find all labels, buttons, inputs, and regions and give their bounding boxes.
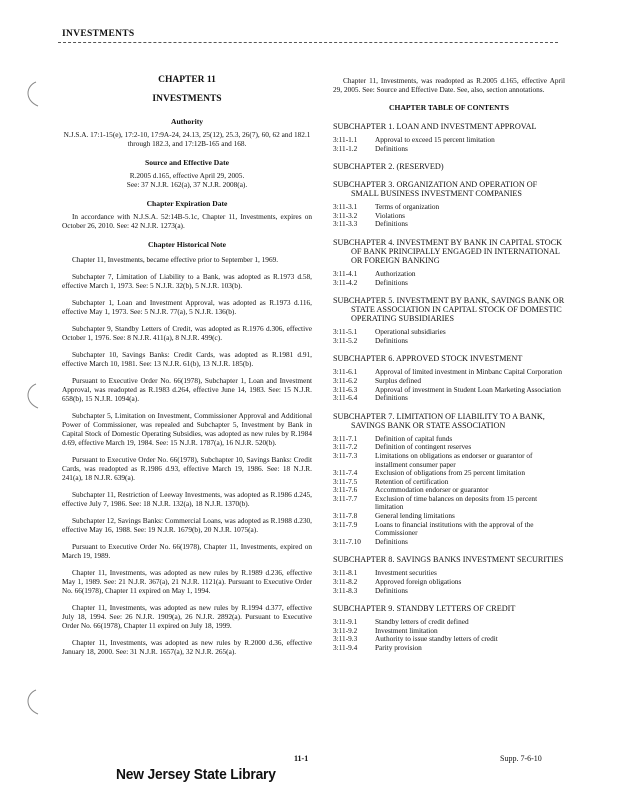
section-title: Approval of investment in Student Loan Marketing Association xyxy=(375,384,561,394)
running-head: INVESTMENTS xyxy=(62,29,135,39)
history-note: Chapter 11, Investments, was adopted as new rules by R.2000 d.36, effective January 18, 2000. See: 31 N.J.R. 1657(a), 32 N.J.R. 265(a). xyxy=(62,638,312,656)
subchapter-heading: SUBCHAPTER 9. STANDBY LETTERS OF CREDIT xyxy=(333,604,516,614)
history-note: Subchapter 1, Loan and Investment Approval, was adopted as R.1973 d.116, effective May 1, 1973. See: 5 N.J.R. 77(a), 5 N.J.R. 136(b). xyxy=(62,298,312,316)
section-title: Standby letters of credit defined xyxy=(375,617,469,627)
section-number: 3:11-1.2 xyxy=(333,143,358,153)
section-title: Definitions xyxy=(375,393,408,403)
section-title: Terms of organization xyxy=(375,202,440,212)
history-note: Chapter 11, Investments, became effective prior to September 1, 1969. xyxy=(72,255,279,264)
section-title: Loans to financial institutions with the approval of the Commissioner xyxy=(375,519,534,538)
history-note: Chapter 11, Investments, was adopted as new rules by R.1994 d.377, effective July 18, 1994. See: 26 N.J.R. 1909(a), 26 N.J.R. 2892(a). Pursuant to Executive Order No. 66(1978), Chapter 11 expired on July 18, 1999. xyxy=(62,603,312,630)
section-title: Approval of limited investment in Minbanc Capital Corporation xyxy=(375,367,563,377)
section-title: Definitions xyxy=(375,277,408,287)
history-note: Subchapter 5, Limitation on Investment, Commissioner Approval and Additional Power of Commissioner, was repealed and Subchapter 5, Investment by Bank in Capital Stock of Domestic Operating Subsidies, was adopted as new rules by R.1984 d.69, effective March 19, 1984. See: 15 N.J.R. 1787(a), 16 N.J.R. 520(b). xyxy=(62,411,312,447)
section-number: 3:11-5.1 xyxy=(333,327,358,337)
expiration-heading: Chapter Expiration Date xyxy=(146,199,228,208)
supplement-date: Supp. 7-6-10 xyxy=(500,754,542,763)
section-entry xyxy=(333,279,565,288)
readoption-note: Chapter 11, Investments, was readopted as R.2005 d.165, effective April 29, 2005. See: Source and Effective Date. See, also, section annotations. xyxy=(333,76,565,94)
section-entry xyxy=(333,394,565,403)
section-entry xyxy=(333,328,565,337)
section-list xyxy=(333,435,565,547)
section-number: 3:11-6.4 xyxy=(333,393,358,403)
section-entry xyxy=(333,495,565,512)
binder-hole-mark-middle xyxy=(22,382,42,410)
section-title: Approved foreign obligations xyxy=(375,577,462,587)
section-title: Retention of certification xyxy=(375,476,449,486)
section-number: 3:11-4.2 xyxy=(333,277,358,287)
section-list xyxy=(333,136,565,153)
section-number: 3:11-3.3 xyxy=(333,219,358,229)
section-title: Definition of contingent reserves xyxy=(375,442,472,452)
binder-hole-mark-top xyxy=(22,80,42,108)
section-number: 3:11-9.2 xyxy=(333,625,358,635)
subchapter-heading: SUBCHAPTER 6. APPROVED STOCK INVESTMENT xyxy=(333,354,523,364)
subchapter-heading: SUBCHAPTER 3. ORGANIZATION AND OPERATION OF SMALL BUSINESS INVESTMENT COMPANIES xyxy=(333,180,538,199)
section-title: Limitations on obligations as endorser or guarantor of installment consumer paper xyxy=(375,450,533,469)
section-number: 3:11-7.9 xyxy=(333,519,358,529)
section-number: 3:11-7.1 xyxy=(333,433,358,443)
history-note: Chapter 11, Investments, was adopted as new rules by R.1989 d.236, effective May 1, 1989. See: 21 N.J.R. 367(a), 21 N.J.R. 1121(a). Pursuant to Executive Order No. 66(1978), Chapter 11 expired on May 1, 1994. xyxy=(62,568,312,595)
subchapter-heading: SUBCHAPTER 2. (RESERVED) xyxy=(333,162,444,172)
history-note: Subchapter 10, Savings Banks: Credit Cards, was adopted as R.1981 d.91, effective March 10, 1981. See: 13 N.J.R. 61(b), 13 N.J.R. 185(b). xyxy=(62,350,312,368)
section-title: Operational subsidiaries xyxy=(375,327,446,337)
section-list xyxy=(333,368,565,402)
section-list xyxy=(333,569,565,595)
section-entry xyxy=(333,270,565,279)
history-note: Pursuant to Executive Order No. 66(1978), Chapter 11, Investments, expired on March 19, 1989. xyxy=(62,542,312,560)
section-title: Approval to exceed 15 percent limitation xyxy=(375,135,495,144)
section-number: 3:11-9.3 xyxy=(333,634,358,644)
subchapter-heading: SUBCHAPTER 1. LOAN AND INVESTMENT APPROVAL xyxy=(333,122,537,131)
section-number: 3:11-4.1 xyxy=(333,268,358,278)
expiration-text: In accordance with N.J.S.A. 52:14B-5.1c, Chapter 11, Investments, expires on October 26, 2010. See: 42 N.J.R. 1273(a). xyxy=(62,212,312,230)
section-entry xyxy=(333,635,565,644)
section-title: Authorization xyxy=(375,268,416,278)
section-title: Accommodation endorser or guarantor xyxy=(375,485,489,495)
section-number: 3:11-6.1 xyxy=(333,367,358,377)
section-title: General lending limitations xyxy=(375,511,455,521)
section-title: Investment securities xyxy=(375,568,437,578)
section-number: 3:11-3.1 xyxy=(333,202,358,212)
section-list xyxy=(333,618,565,652)
section-title: Violations xyxy=(375,210,405,220)
section-entry xyxy=(333,469,565,478)
section-entry xyxy=(333,220,565,229)
history-note: Pursuant to Executive Order No. 66(1978), Subchapter 10, Savings Banks: Credit Cards, was readopted as R.1986 d.93, effective March 19, 1986. See: 18 N.J.R. 241(a), 18 N.J.R. 639(a). xyxy=(62,455,312,482)
right-column xyxy=(333,76,565,662)
section-number: 3:11-7.7 xyxy=(333,493,358,503)
section-number: 3:11-7.6 xyxy=(333,485,358,495)
source-line-2: See: 37 N.J.R. 162(a), 37 N.J.R. 2008(a). xyxy=(126,180,248,189)
section-title: Parity provision xyxy=(375,643,422,652)
section-number: 3:11-7.10 xyxy=(333,536,361,546)
subchapter-heading: SUBCHAPTER 5. INVESTMENT BY BANK, SAVINGS BANK OR STATE ASSOCIATION IN CAPITAL STOCK OF DOMESTIC OPERATING SUBSIDIARIES xyxy=(333,296,565,324)
library-stamp: New Jersey State Library xyxy=(116,766,276,783)
section-title: Definitions xyxy=(375,219,408,229)
section-list xyxy=(333,328,565,345)
section-number: 3:11-9.4 xyxy=(333,643,358,652)
section-title: Definitions xyxy=(375,335,408,345)
chapter-title: INVESTMENTS xyxy=(152,94,222,104)
history-note: Subchapter 11, Restriction of Leeway Investments, was adopted as R.1986 d.245, effective July 7, 1986. See: 18 N.J.R. 132(a), 18 N.J.R. 1370(b). xyxy=(62,490,312,508)
binder-hole-mark-bottom xyxy=(22,688,42,716)
section-number: 3:11-1.1 xyxy=(333,135,358,144)
section-entry xyxy=(333,145,565,154)
history-note: Subchapter 7, Limitation of Liability to a Bank, was adopted as R.1973 d.58, effective March 1, 1973. See: 5 N.J.R. 32(b), 5 N.J.R. 103(b). xyxy=(62,272,312,290)
section-number: 3:11-9.1 xyxy=(333,617,358,627)
authority-text: N.J.S.A. 17:1-15(e), 17:2-10, 17:9A-24, 24.13, 25(12), 25.3, 26(7), 60, 62 and 182.1 through 182.3, and 17:12B-165 and 168. xyxy=(63,130,311,148)
table-of-contents xyxy=(333,122,565,653)
section-number: 3:11-7.5 xyxy=(333,476,358,486)
section-number: 3:11-7.3 xyxy=(333,450,358,460)
section-entry xyxy=(333,578,565,587)
section-number: 3:11-8.2 xyxy=(333,577,358,587)
section-number: 3:11-7.4 xyxy=(333,468,358,478)
section-entry xyxy=(333,136,565,145)
toc-title: CHAPTER TABLE OF CONTENTS xyxy=(389,103,509,112)
history-note: Subchapter 12, Savings Banks: Commercial Loans, was adopted as R.1988 d.230, effective May 16, 1988. See: 19 N.J.R. 1679(b), 20 N.J.R. 1075(a). xyxy=(62,516,312,534)
section-entry xyxy=(333,618,565,627)
section-title: Investment limitation xyxy=(375,625,438,635)
section-entry xyxy=(333,644,565,653)
section-entry xyxy=(333,212,565,221)
source-line-1: R.2005 d.165, effective April 29, 2005. xyxy=(129,171,245,180)
section-number: 3:11-7.2 xyxy=(333,442,358,452)
section-entry xyxy=(333,386,565,395)
section-entry xyxy=(333,587,565,596)
source-heading: Source and Effective Date xyxy=(144,158,229,167)
section-entry xyxy=(333,538,565,547)
section-number: 3:11-8.1 xyxy=(333,568,358,578)
subchapter-heading: SUBCHAPTER 8. SAVINGS BANKS INVESTMENT SECURITIES xyxy=(333,555,564,565)
section-title: Definitions xyxy=(375,585,408,595)
section-entry xyxy=(333,337,565,346)
section-title: Definitions xyxy=(375,143,408,153)
header-rule xyxy=(58,42,558,43)
chapter-number: CHAPTER 11 xyxy=(158,75,216,85)
section-list xyxy=(333,203,565,229)
section-entry xyxy=(333,203,565,212)
history-notes xyxy=(62,255,312,656)
section-number: 3:11-6.3 xyxy=(333,384,358,394)
history-heading: Chapter Historical Note xyxy=(148,240,226,249)
section-number: 3:11-5.2 xyxy=(333,335,358,345)
page-number: 11-1 xyxy=(294,754,309,763)
authority-heading: Authority xyxy=(170,117,204,126)
section-entry xyxy=(333,452,565,469)
subchapter-heading: SUBCHAPTER 4. INVESTMENT BY BANK IN CAPITAL STOCK OF BANK PRINCIPALLY ENGAGED IN INTERNATIONAL OR FOREIGN BANKING xyxy=(333,237,563,265)
subchapter-heading: SUBCHAPTER 7. LIMITATION OF LIABILITY TO A BANK, SAVINGS BANK OR STATE ASSOCIATION xyxy=(333,411,545,430)
section-list xyxy=(333,270,565,287)
section-title: Exclusion of time balances on deposits from 15 percent limitation xyxy=(375,493,538,512)
section-entry xyxy=(333,368,565,377)
section-title: Definition of capital funds xyxy=(375,433,453,443)
section-number: 3:11-6.2 xyxy=(333,375,358,385)
history-note: Subchapter 9, Standby Letters of Credit, was adopted as R.1976 d.306, effective October 1, 1976. See: 8 N.J.R. 411(a), 8 N.J.R. 499(c). xyxy=(62,324,312,342)
left-column xyxy=(62,76,312,664)
section-number: 3:11-7.8 xyxy=(333,511,358,521)
section-entry xyxy=(333,521,565,538)
section-title: Definitions xyxy=(375,536,408,546)
history-note: Pursuant to Executive Order No. 66(1978), Subchapter 1, Loan and Investment Approval, was readopted as R.1983 d.264, effective June 14, 1983. See: 15 N.J.R. 658(b), 15 N.J.R. 1094(a). xyxy=(62,376,312,403)
section-number: 3:11-3.2 xyxy=(333,210,358,220)
section-title: Surplus defined xyxy=(375,375,422,385)
section-number: 3:11-8.3 xyxy=(333,585,358,595)
section-title: Exclusion of obligations from 25 percent limitation xyxy=(375,468,525,478)
section-title: Authority to issue standby letters of credit xyxy=(375,634,498,644)
